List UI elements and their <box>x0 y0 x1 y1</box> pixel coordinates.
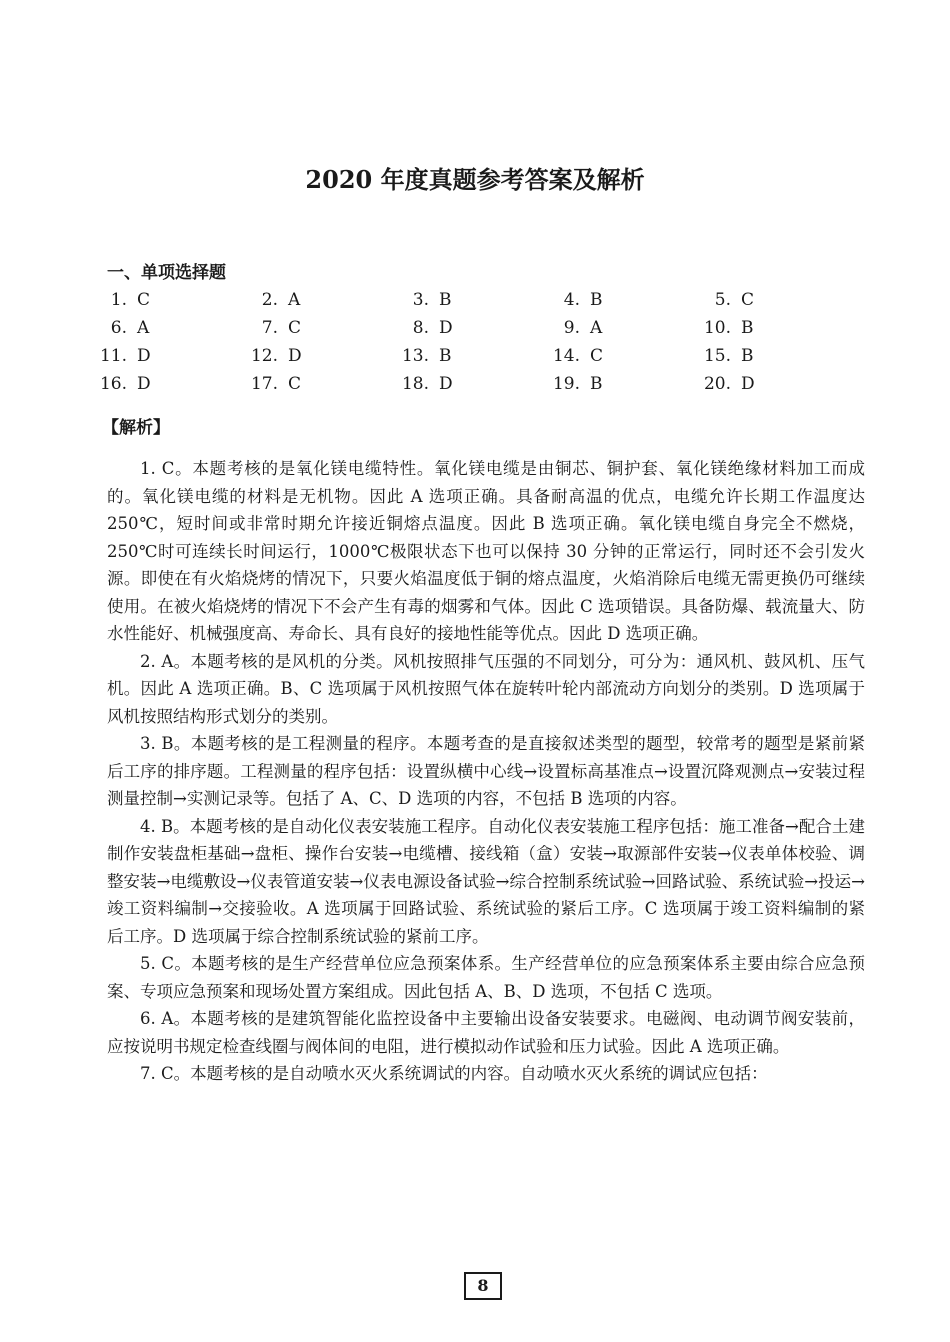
answer-letter: D <box>439 374 453 394</box>
answer-number: 8. <box>412 318 429 338</box>
answer-letter: B <box>439 290 452 310</box>
analysis-paragraph-5: 5. C。本题考核的是生产经营单位应急预案体系。生产经营单位的应急预案体系主要由综合应急预案、专项应急预案和现场处置方案组成。因此包括 A、B、D 选项，不包括 C 选项。 <box>107 954 865 1001</box>
answer-number: 5. <box>714 290 731 310</box>
answer-item <box>548 314 602 342</box>
answer-number: 6. <box>110 318 127 338</box>
answer-item <box>95 370 151 398</box>
analysis-paragraph-3: 3. B。本题考核的是工程测量的程序。本题考查的是直接叙述类型的题型，较常考的题型是紧前紧后工序的排序题。工程测量的程序包括：设置纵横中心线→设置标高基准点→设置沉降观测点→安装过程测量控制→实测记录等。包括了 A、C、D 选项的内容，不包括 B 选项的内容。 <box>107 734 865 808</box>
answer-item <box>246 314 301 342</box>
answer-item <box>548 342 603 370</box>
answer-row <box>107 286 807 314</box>
answer-item <box>397 286 452 314</box>
answer-number: 2. <box>261 290 278 310</box>
answer-letter: C <box>288 318 302 338</box>
section-heading: 一、单项选择题 <box>107 263 226 283</box>
answer-item <box>699 342 754 370</box>
answer-item <box>397 314 453 342</box>
answer-number: 1. <box>110 290 127 310</box>
answer-letter: A <box>288 290 301 310</box>
analysis-paragraph-2: 2. A。本题考核的是风机的分类。风机按照排气压强的不同划分，可分为：通风机、鼓风机、压气机。因此 A 选项正确。B、C 选项属于风机按照气体在旋转叶轮内部流动方向划分的类别。D 选项属于风机按照结构形式划分的类别。 <box>107 651 865 726</box>
answer-item <box>548 286 603 314</box>
answer-item <box>699 286 754 314</box>
answer-letter: A <box>137 318 150 338</box>
answer-item <box>246 286 300 314</box>
answer-letter: C <box>288 374 302 394</box>
answer-letter: A <box>590 318 603 338</box>
answer-number: 14. <box>552 346 580 366</box>
answer-letter: C <box>137 290 151 310</box>
analysis-paragraph-1: 1. C。本题考核的是氧化镁电缆特性。氧化镁电缆是由铜芯、铜护套、氧化镁绝缘材料加工而成的。氧化镁电缆的材料是无机物。因此 A 选项正确。具备耐高温的优点，电缆允许长期工作温度达 250℃，短时间或非常时期允许接近铜熔点温度。因此 B 选项正确。氧化镁电缆自身完全不燃烧，250℃时可连续长时间运行，1000℃极限状态下也可以保持 30 分钟的正常运行，同时还不会引发火源。即使在有火焰烧烤的情况下，只要火焰温度低于铜的熔点温度，火焰消除后电缆无需更换仍可继续使用。在被火焰烧烤的情况下不会产生有毒的烟雾和气体。因此 C 选项错误。具备防爆、载流量大、防水性能好、机械强度高、寿命长、具有良好的接地性能等优点。因此 D 选项正确。 <box>107 459 865 643</box>
answer-letter: D <box>288 346 302 366</box>
answer-number: 3. <box>412 290 429 310</box>
answer-letter: D <box>137 346 151 366</box>
answer-letter: B <box>439 346 452 366</box>
answer-item <box>699 314 754 342</box>
answer-item <box>95 314 149 342</box>
analysis-paragraph-6: 6. A。本题考核的是建筑智能化监控设备中主要输出设备安装要求。电磁阀、电动调节阀安装前，应按说明书规定检查线圈与阀体间的电阻，进行模拟动作试验和压力试验。因此 A 选项正确。 <box>107 1009 865 1056</box>
answer-item <box>397 370 453 398</box>
answer-number: 18. <box>401 374 429 394</box>
answer-number: 15. <box>703 346 731 366</box>
answer-letter: D <box>741 374 755 394</box>
answer-letter: D <box>137 374 151 394</box>
answer-number: 20. <box>703 374 731 394</box>
answer-row <box>99 370 807 398</box>
analysis-label: 【解析】 <box>102 418 170 438</box>
answer-letter: B <box>741 346 754 366</box>
answer-number: 4. <box>563 290 580 310</box>
page-number: 8 <box>464 1272 502 1300</box>
answer-number: 11. <box>99 346 127 366</box>
answer-number: 12. <box>250 346 278 366</box>
answer-letter: B <box>590 374 603 394</box>
answer-item <box>397 342 452 370</box>
answer-item <box>95 286 150 314</box>
analysis-body <box>107 455 865 1088</box>
answer-item <box>246 370 301 398</box>
answer-grid <box>99 286 807 398</box>
answer-number: 13. <box>401 346 429 366</box>
answer-number: 19. <box>552 374 580 394</box>
answer-letter: B <box>741 318 754 338</box>
answer-letter: C <box>741 290 755 310</box>
answer-letter: B <box>590 290 603 310</box>
answer-item <box>548 370 603 398</box>
answer-item <box>699 370 755 398</box>
answer-number: 17. <box>250 374 278 394</box>
answer-row <box>107 314 807 342</box>
answer-number: 9. <box>563 318 580 338</box>
document-title: 2020 年度真题参考答案及解析 <box>305 165 645 194</box>
answer-letter: D <box>439 318 453 338</box>
analysis-paragraph-7: 7. C。本题考核的是自动喷水灭火系统调试的内容。自动喷水灭火系统的调试应包括： <box>140 1064 768 1083</box>
analysis-paragraph-4: 4. B。本题考核的是自动化仪表安装施工程序。自动化仪表安装施工程序包括：施工准备→配合土建制作安装盘柜基础→盘柜、操作台安装→电缆槽、接线箱（盒）安装→取源部件安装→仪表单体校验、调整安装→电缆敷设→仪表管道安装→仪表电源设备试验→综合控制系统试验→回路试验、系统试验→投运→竣工资料编制→交接验收。A 选项属于回路试验、系统试验的紧后工序。C 选项属于竣工资料编制的紧后工序。D 选项属于综合控制系统试验的紧前工序。 <box>107 816 865 946</box>
answer-item <box>95 342 151 370</box>
answer-number: 16. <box>99 374 127 394</box>
answer-letter: C <box>590 346 604 366</box>
answer-number: 10. <box>703 318 731 338</box>
answer-number: 7. <box>261 318 278 338</box>
answer-item <box>246 342 302 370</box>
answer-row <box>99 342 807 370</box>
